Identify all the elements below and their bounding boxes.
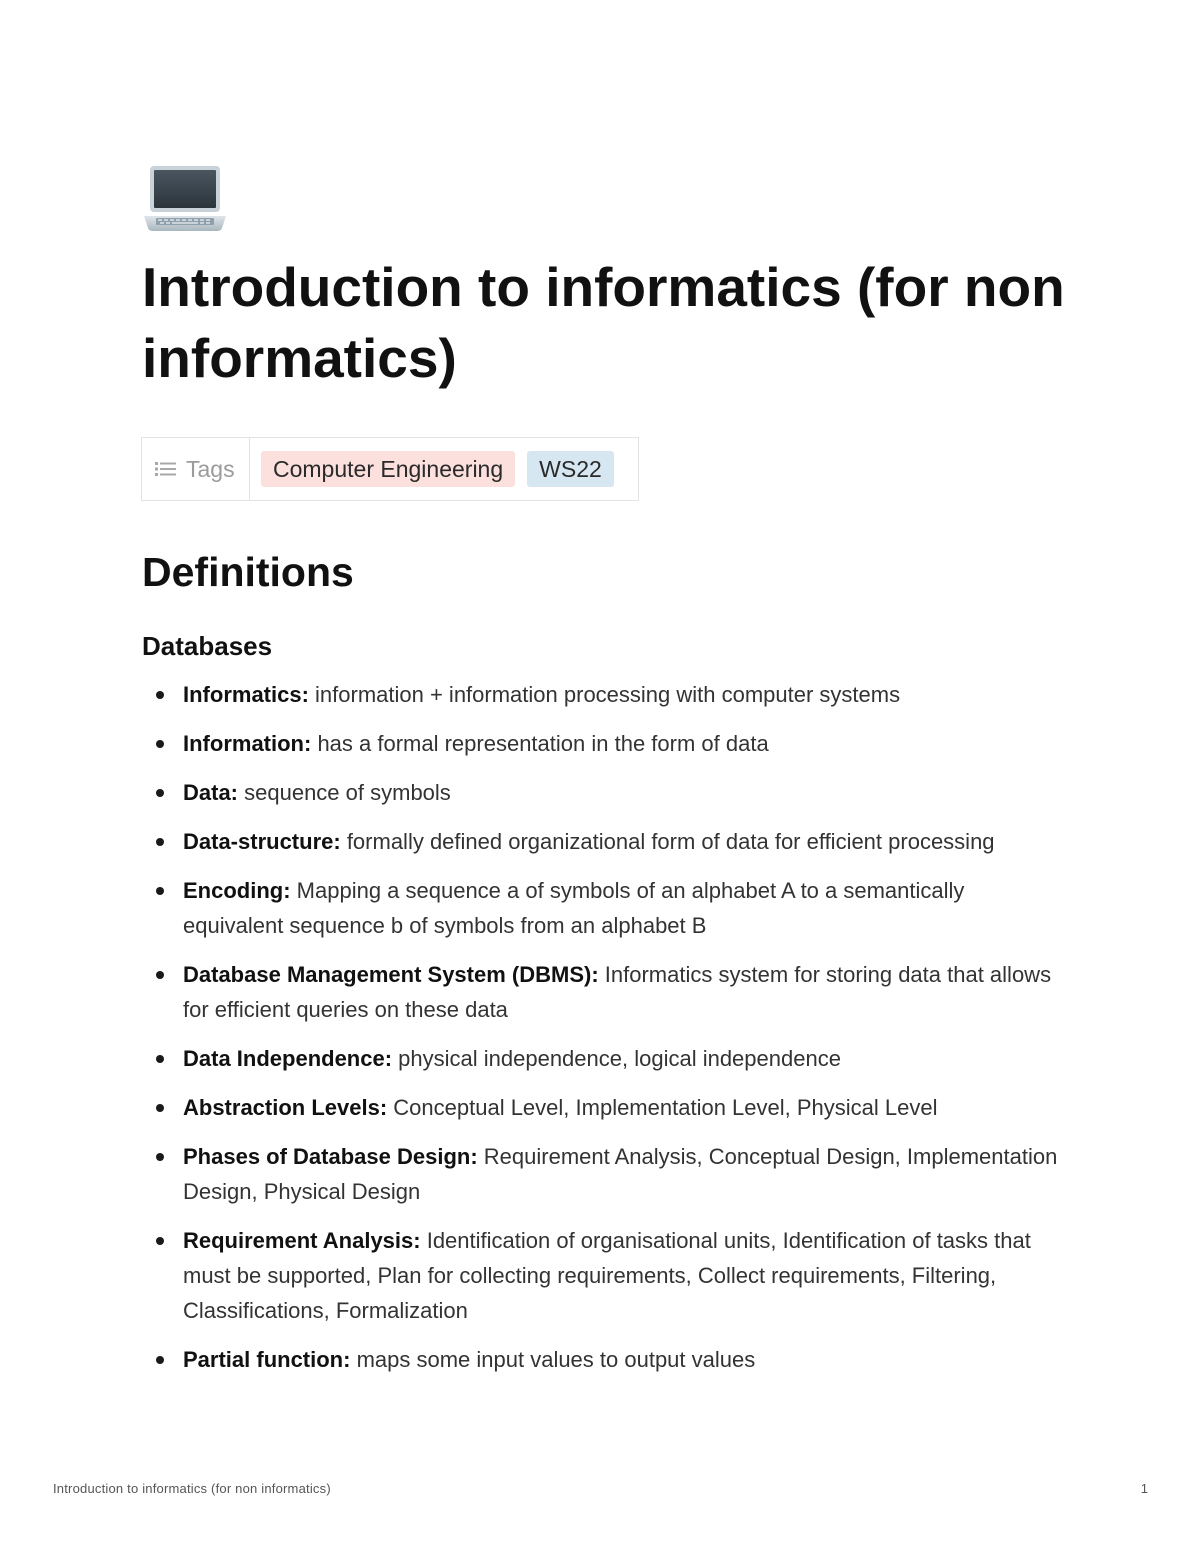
definition: Requirement Analysis, Conceptual Design, Implementation Design, Physical Design: [183, 1144, 1058, 1204]
list-item: [142, 824, 1062, 859]
tags-value[interactable]: [250, 438, 638, 500]
bullet-icon: [156, 1055, 164, 1063]
tag-ws22[interactable]: WS22: [527, 451, 614, 487]
list-item: [142, 1342, 1062, 1377]
properties-table: [141, 437, 639, 501]
bullet-icon: [156, 887, 164, 895]
list-item: [142, 726, 1062, 761]
subsection-heading: Databases: [142, 631, 273, 661]
list-item: [142, 677, 1062, 712]
term: Abstraction Levels:: [183, 1095, 388, 1120]
term: Phases of Database Design:: [183, 1144, 478, 1169]
list-item: [142, 957, 1062, 1027]
term: Partial function:: [183, 1347, 351, 1372]
definition: Identification of organisational units, Identification of tasks that must be supported, Plan for collecting requirements, Collect requirements, Filtering, Classifications, Formalization: [183, 1228, 1031, 1323]
term: Information:: [183, 731, 312, 756]
definition: sequence of symbols: [238, 780, 451, 805]
bullet-icon: [156, 740, 164, 748]
definition: physical independence, logical independence: [392, 1046, 841, 1071]
term: Informatics:: [183, 682, 309, 707]
list-item: [142, 1139, 1062, 1209]
definitions-list: [142, 677, 1062, 1391]
definition: information + information processing with computer systems: [308, 682, 901, 707]
definition: formally defined organizational form of data for efficient processing: [340, 829, 995, 854]
list-icon: [155, 461, 176, 477]
definition: Informatics system for storing data that allows for efficient queries on these data: [183, 962, 1052, 1022]
list-item: [142, 1090, 1062, 1125]
section-heading: Definitions: [142, 549, 354, 595]
tags-property[interactable]: [142, 438, 250, 500]
bullet-icon: [156, 1356, 164, 1364]
bullet-icon: [156, 1104, 164, 1112]
tags-label: Tags: [186, 455, 235, 482]
definition: maps some input values to output values: [350, 1347, 756, 1372]
footer-title: Introduction to informatics (for non informatics): [53, 1481, 331, 1496]
laptop-icon: [142, 164, 228, 234]
list-item: [142, 1223, 1062, 1328]
bullet-icon: [156, 1153, 164, 1161]
term: Data-structure:: [183, 829, 341, 854]
list-item: [142, 873, 1062, 943]
bullet-icon: [156, 971, 164, 979]
term: Database Management System (DBMS):: [183, 962, 599, 987]
bullet-icon: [156, 1237, 164, 1245]
term: Requirement Analysis:: [183, 1228, 421, 1253]
term: Encoding:: [183, 878, 291, 903]
list-item: [142, 775, 1062, 810]
definition: Mapping a sequence a of symbols of an alphabet A to a semantically equivalent sequence b of symbols from an alphabet B: [183, 878, 965, 938]
definition: has a formal representation in the form of data: [311, 731, 769, 756]
bullet-icon: [156, 691, 164, 699]
bullet-icon: [156, 789, 164, 797]
tag-computer-engineering[interactable]: Computer Engineering: [261, 451, 515, 487]
term: Data Independence:: [183, 1046, 393, 1071]
page-number: 1: [1140, 1481, 1148, 1496]
term: Data:: [183, 780, 239, 805]
page-title: Introduction to informatics (for non informatics): [142, 256, 1065, 389]
definition: Conceptual Level, Implementation Level, Physical Level: [387, 1095, 938, 1120]
bullet-icon: [156, 838, 164, 846]
list-item: [142, 1041, 1062, 1076]
